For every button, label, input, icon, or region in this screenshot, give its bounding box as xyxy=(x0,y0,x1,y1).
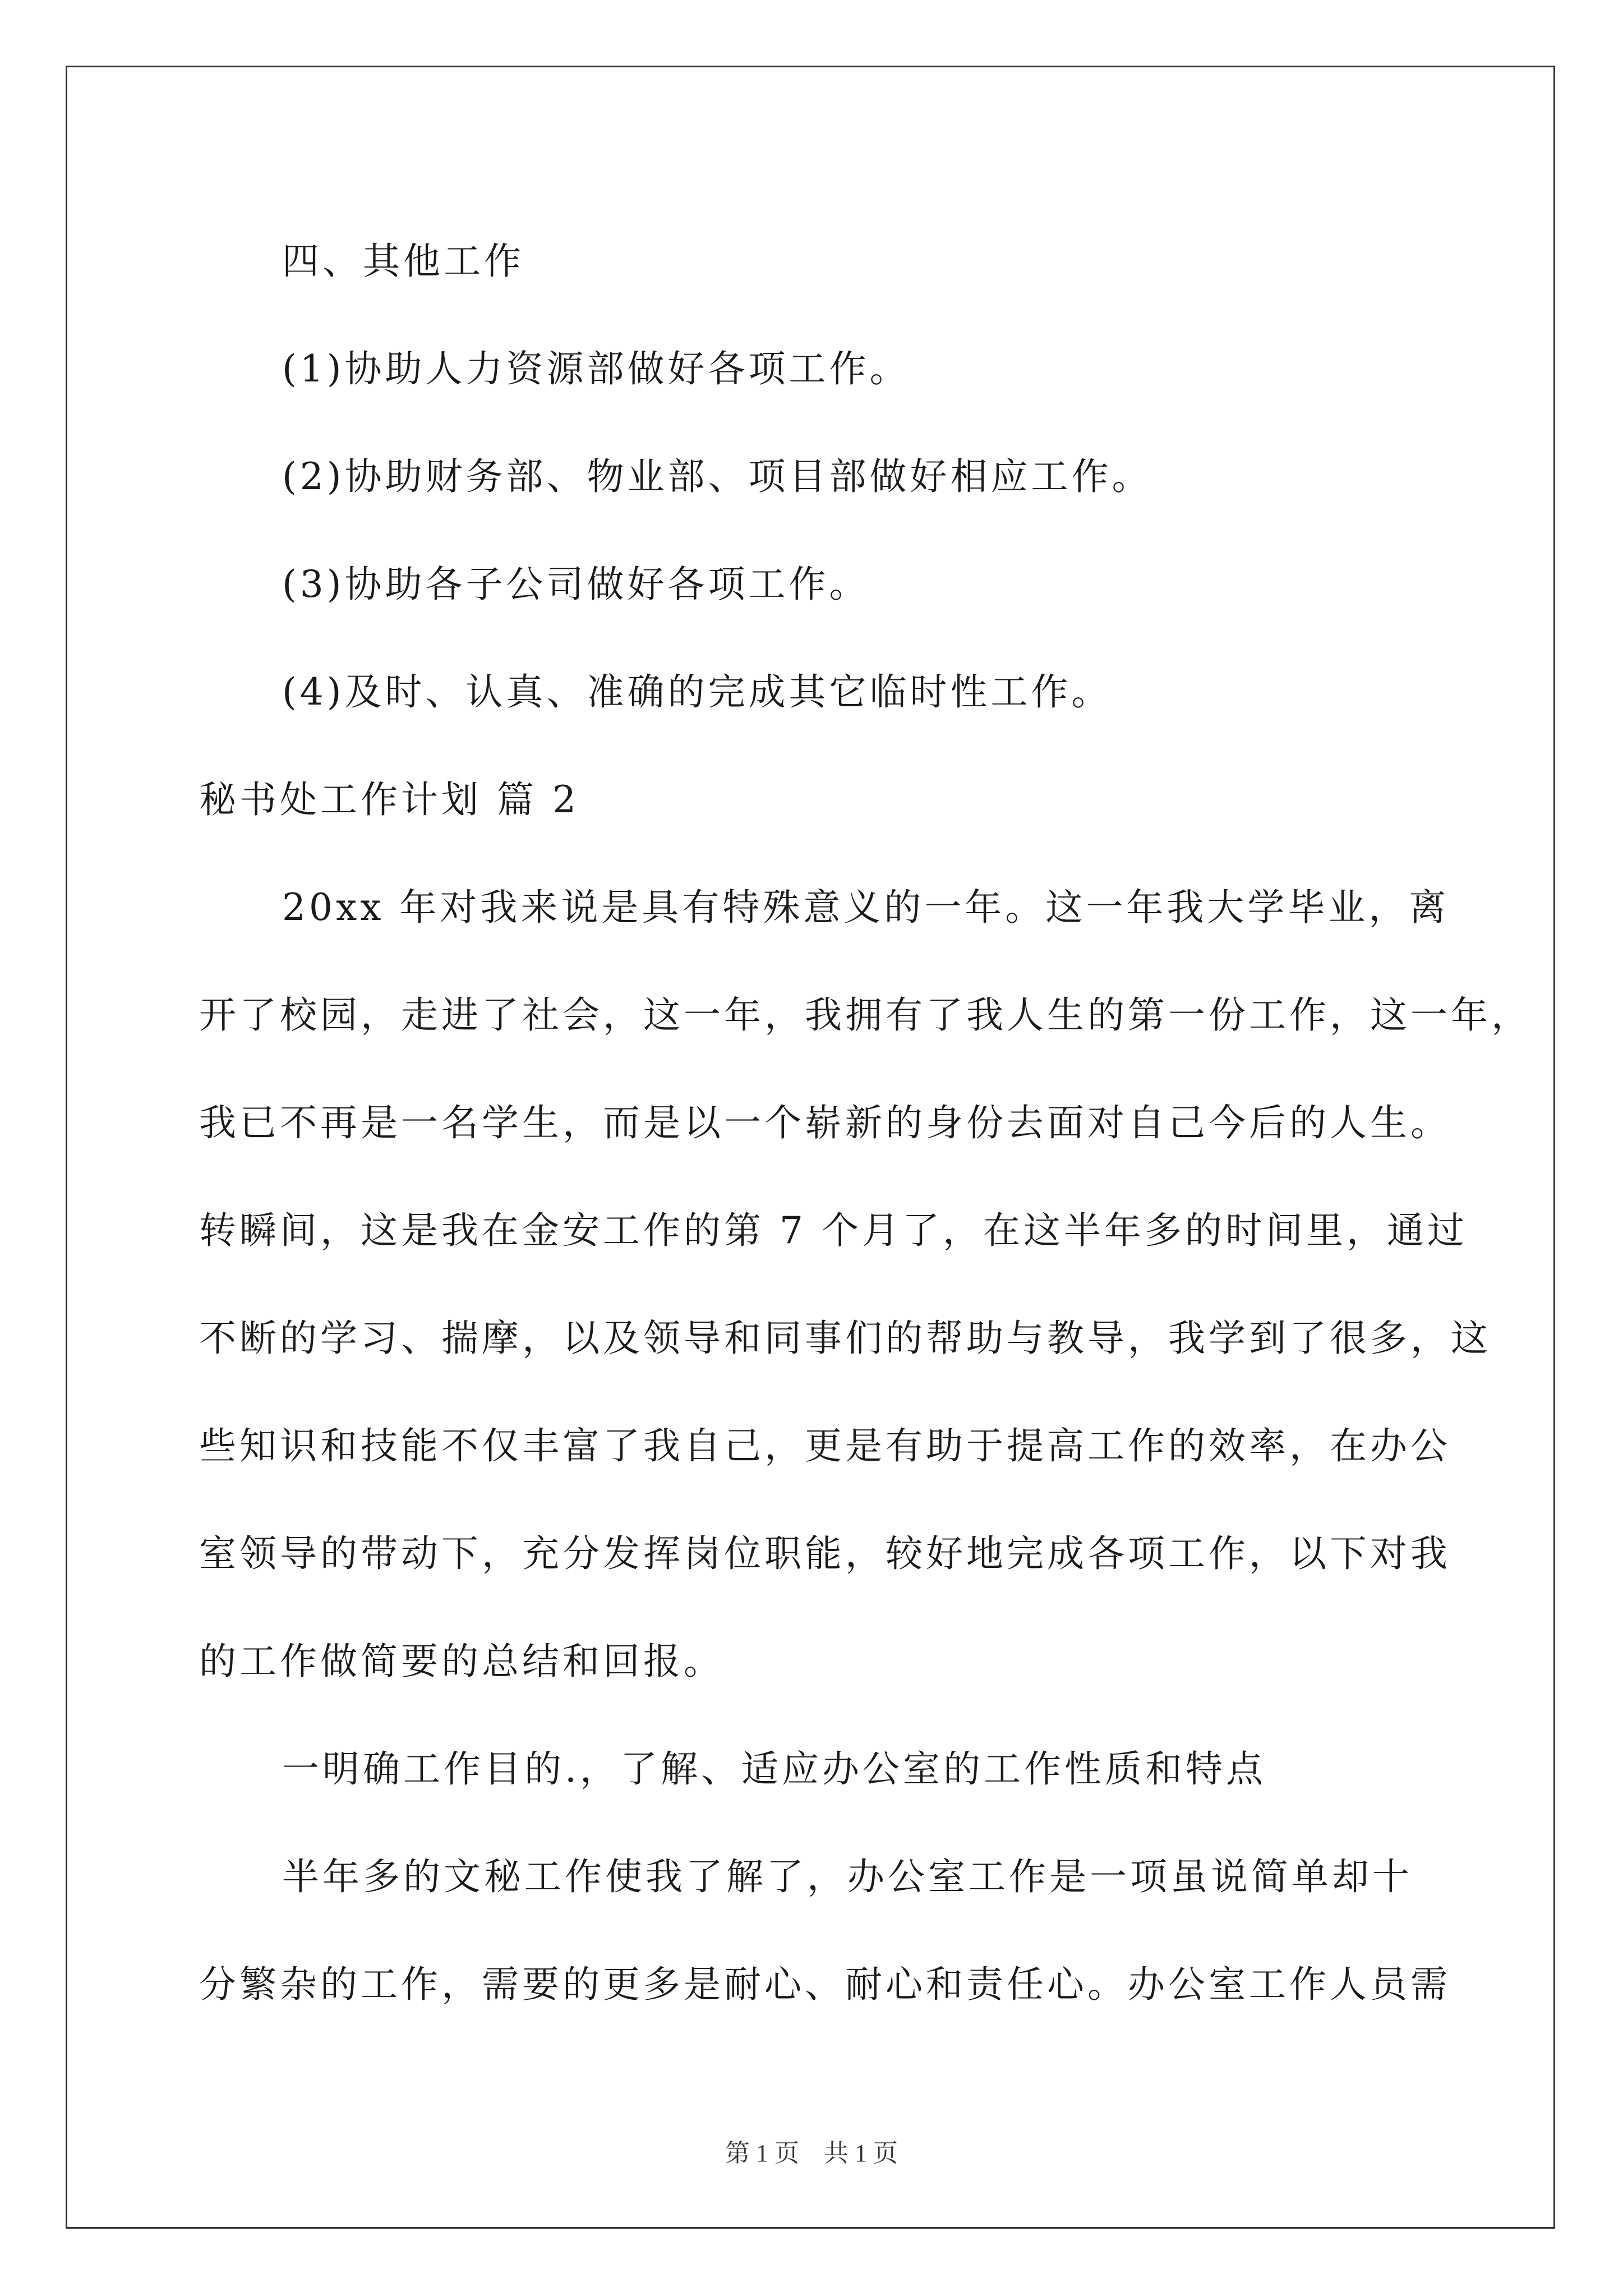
section-heading-other-work: 四、其他工作 xyxy=(282,240,524,283)
paragraph-line: 半年多的文秘工作使我了解了，办公室工作是一项虽说简单却十 xyxy=(282,1855,1413,1898)
paragraph-line: 分繁杂的工作，需要的更多是耐心、耐心和责任心。办公室工作人员需 xyxy=(199,1963,1451,2006)
paragraph-line: 室领导的带动下，充分发挥岗位职能，较好地完成各项工作，以下对我 xyxy=(199,1532,1451,1575)
paragraph-line: 的工作做简要的总结和回报。 xyxy=(199,1640,724,1683)
paragraph-line: 转瞬间，这是我在金安工作的第 7 个月了，在这半年多的时间里，通过 xyxy=(199,1209,1468,1252)
paragraph-line: 我已不再是一名学生，而是以一个崭新的身份去面对自己今后的人生。 xyxy=(199,1101,1451,1144)
list-item-1: (1)协助人力资源部做好各项工作。 xyxy=(282,347,910,390)
list-item-2: (2)协助财务部、物业部、项目部做好相应工作。 xyxy=(282,455,1152,498)
list-item-4: (4)及时、认真、准确的完成其它临时性工作。 xyxy=(282,670,1112,714)
paragraph-line: 些知识和技能不仅丰富了我自己，更是有助于提高工作的效率，在办公 xyxy=(199,1424,1451,1467)
paragraph-line: 20xx 年对我来说是具有特殊意义的一年。这一年我大学毕业，离 xyxy=(282,886,1450,929)
list-item-3: (3)协助各子公司做好各项工作。 xyxy=(282,563,870,606)
subsection-heading: 一明确工作目的.，了解、适应办公室的工作性质和特点 xyxy=(282,1747,1266,1791)
page-footer: 第 1 页 共 1 页 xyxy=(725,2139,898,2167)
paragraph-line: 不断的学习、揣摩，以及领导和同事们的帮助与教导，我学到了很多，这 xyxy=(199,1317,1491,1360)
article-title: 秘书处工作计划 篇 2 xyxy=(199,778,579,821)
document-body xyxy=(199,208,1532,2039)
paragraph-line: 开了校园，走进了社会，这一年，我拥有了我人生的第一份工作，这一年， xyxy=(199,993,1532,1037)
